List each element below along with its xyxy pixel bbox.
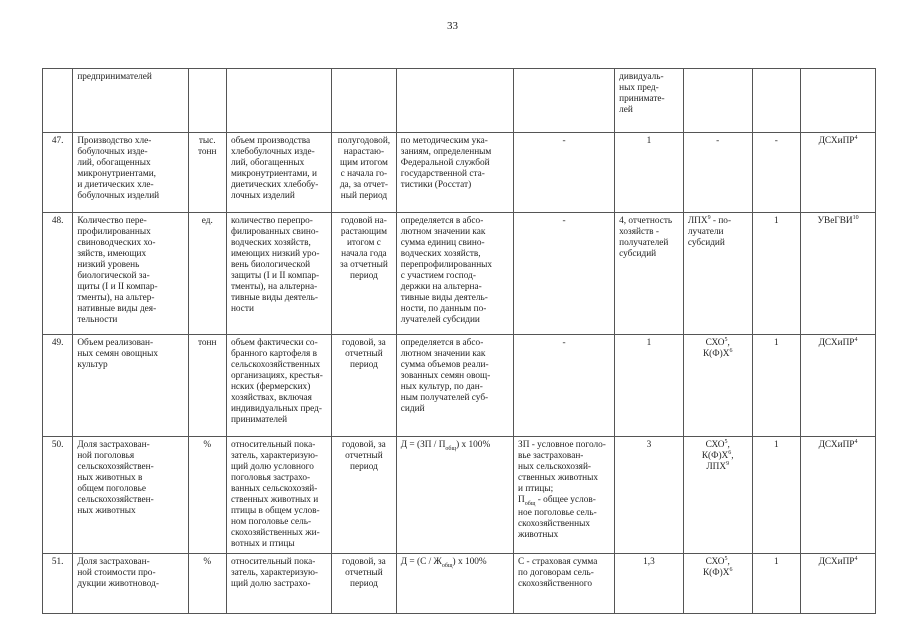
responsible-text: ДСХиПР [818, 556, 855, 567]
unit: тыс. тонн [188, 133, 226, 213]
subject-sup: 5 [724, 438, 728, 445]
subject-line-1: СХО$^5$, [705, 336, 730, 348]
subject-text: СХО [705, 440, 725, 450]
subject [683, 553, 752, 613]
indicator-name: Доля застрахован- ной стоимости про- дукции животновод- [73, 553, 188, 613]
method: по методическим ука- заниям, определенным Федеральной службой государственной ста- тистики (Росстат) [396, 133, 513, 213]
formula-tail: ) х 100% [452, 556, 487, 567]
subject-text: К(Ф)Х [702, 348, 730, 359]
responsible-sup: 4 [854, 336, 858, 343]
period: годовой, за отчетный период [332, 437, 397, 554]
responsible [801, 213, 876, 335]
cell-formula-vars [514, 69, 615, 133]
unit: % [188, 437, 226, 554]
responsible-sup: 10 [852, 214, 859, 221]
subject-text: ЛПХ [706, 461, 727, 472]
subject-text: СХО [705, 338, 725, 348]
definition: количество перепро- филированных свино- водческих хозяйств, имеющих низкий уро- вень биологической защиты (I и II компар- тменты), на альтерна- тивные виды деятель- ности [226, 213, 331, 335]
cell-name: предпринимателей [73, 69, 188, 133]
subject [683, 437, 752, 554]
cell-responsible [801, 69, 876, 133]
unit: тонн [188, 335, 226, 437]
period: годовой на- растающим итогом с начала года за отчетный период [332, 213, 397, 335]
cell-col10 [752, 69, 801, 133]
cell-method [396, 69, 513, 133]
method [396, 553, 513, 613]
subject-sup: 6 [729, 566, 733, 573]
subject-text: К(Ф)Х [701, 450, 729, 461]
row-number: 50. [43, 437, 73, 554]
period: полугодовой, нарастаю- щим итогом с начала го- да, за отчет- ный период [332, 133, 397, 213]
col10: 1 [752, 335, 801, 437]
formula-vars-psub: общ [524, 500, 536, 507]
responsible-sup: 4 [854, 134, 858, 141]
responsible-text: ДСХиПР [818, 338, 855, 348]
subject-sup: 5 [724, 336, 728, 343]
data-source: 1 [615, 133, 684, 213]
responsible-text: ДСХиПР [818, 440, 855, 450]
definition: объем производства хлебобулочных изде- лий, обогащенных микронутриентами, и диетических хлебобу- лочных изделий [226, 133, 331, 213]
cell-num [43, 69, 73, 133]
indicator-name: Количество пере- профилированных свиноводческих хо- зяйств, имеющих низкий уровень биологической за- щиты (I и II компар- тменты), на альтер- нативные виды дея- тельности [73, 213, 188, 335]
formula-sub: общ [441, 562, 453, 569]
page-number: 33 [447, 20, 458, 32]
formula-vars-1: ЗП - условное поголо- вье застрахован- ных сельскохозяй- ственных животных и птицы; [518, 440, 606, 494]
formula-main: Д = (С / Ж [400, 556, 442, 567]
formula-vars: - [514, 133, 615, 213]
indicator-name: Производство хле- бобулочных изде- лий, обогащенных микронутриентами, и диетических хле- бобулочных изделий [73, 133, 188, 213]
subject-sup: 6 [729, 347, 733, 354]
subject-sup: 5 [724, 555, 728, 562]
table-row [43, 133, 876, 213]
definition: относительный пока- затель, характеризую- щий долю застрахо- [226, 553, 331, 613]
formula-vars-2: - общее услов- ное поголовье сель- скохозяйственных животных [518, 494, 597, 540]
subject-text: ЛПХ [687, 216, 708, 226]
indicator-name: Доля застрахован- ной поголовья сельскохозяйствен- ных животных в общем поголовье сельскохозяйствен- ных животных [73, 437, 188, 554]
data-source: 1,3 [615, 553, 684, 613]
responsible [801, 437, 876, 554]
period: годовой, за отчетный период [332, 335, 397, 437]
cell-period [332, 69, 397, 133]
data-source: 1 [615, 335, 684, 437]
unit: % [188, 553, 226, 613]
row-number: 49. [43, 335, 73, 437]
formula-vars: - [514, 335, 615, 437]
table-row-continuation [43, 69, 876, 133]
responsible-sup: 4 [854, 555, 858, 562]
subject-sup: 9 [726, 460, 730, 467]
subject-line-2: $К(Ф)Х^6$, [701, 449, 734, 461]
subject-line-2 [688, 568, 748, 579]
table-row [43, 553, 876, 613]
responsible-text: ДСХиПР [818, 136, 855, 146]
col10: 1 [752, 213, 801, 335]
subject [683, 335, 752, 437]
definition: объем фактически со- бранного картофеля в сельскохозяйственных организациях, крестья- нских (фермерских) хозяйствах, включая индивидуальных пред- принимателей [226, 335, 331, 437]
subject-sup: 6 [728, 449, 732, 456]
method: определяется в абсо- лютном значении как сумма объемов реали- зованных семян овощ- ных культур, по дан- ным получателей суб- сидий [396, 335, 513, 437]
responsible [801, 133, 876, 213]
subject-line-2 [688, 349, 748, 360]
formula-vars: - [514, 213, 615, 335]
indicator-name: Объем реализован- ных семян овощных культур [73, 335, 188, 437]
formula-vars [514, 437, 615, 554]
subject [683, 213, 752, 335]
responsible [801, 335, 876, 437]
cell-subject [683, 69, 752, 133]
formula-tail: ) х 100% [456, 440, 491, 450]
definition: относительный пока- затель, характеризую- щий долю условного поголовья застрахо- ванных сельскохозяй- ственных животных и птицы в общем услов- ном поголовье сель- скохозяйственных жи- вотных и птицы [226, 437, 331, 554]
col10: 1 [752, 437, 801, 554]
formula-vars: С - страховая сумма по договорам сель- скохозяйственного [514, 553, 615, 613]
subject-rest: - по- лучатели субсидий [687, 216, 732, 248]
period: годовой, за отчетный период [332, 553, 397, 613]
responsible-sup: 4 [854, 438, 858, 445]
row-number: 48. [43, 213, 73, 335]
subject-line-1: СХО$^5$, [705, 438, 730, 450]
method [396, 437, 513, 554]
subject-sup: 9 [707, 214, 711, 221]
formula-main: Д = (ЗП / П [400, 440, 446, 450]
subject-line-3 [688, 462, 748, 473]
col10: 1 [752, 553, 801, 613]
cell-definition [226, 69, 331, 133]
table-row [43, 437, 876, 554]
row-number: 51. [43, 553, 73, 613]
subject-line-1: СХО$^5$, [705, 555, 730, 567]
table-row [43, 213, 876, 335]
data-source: 4, отчетность хозяйств - получателей субсидий [615, 213, 684, 335]
subject: - [683, 133, 752, 213]
data-source: 3 [615, 437, 684, 554]
responsible-text: УВеГВИ [817, 216, 853, 226]
indicators-table [42, 68, 876, 614]
col10: - [752, 133, 801, 213]
method: определяется в абсо- лютном значении как сумма единиц свино- водческих хозяйств, перепрофилированных с участием господ- держки на альтерна- тивные виды деятель- ности, по данным по- лучателей субсидии [396, 213, 513, 335]
responsible [801, 553, 876, 613]
unit: ед. [188, 213, 226, 335]
subject-text: К(Ф)Х [702, 567, 730, 578]
table-row [43, 335, 876, 437]
formula-vars-p: П [518, 494, 525, 505]
subject-text: СХО [705, 556, 725, 567]
row-number: 47. [43, 133, 73, 213]
cell-data-source: дивидуаль- ных пред- принимате- лей [615, 69, 684, 133]
formula-sub: общ [445, 445, 457, 452]
cell-unit [188, 69, 226, 133]
